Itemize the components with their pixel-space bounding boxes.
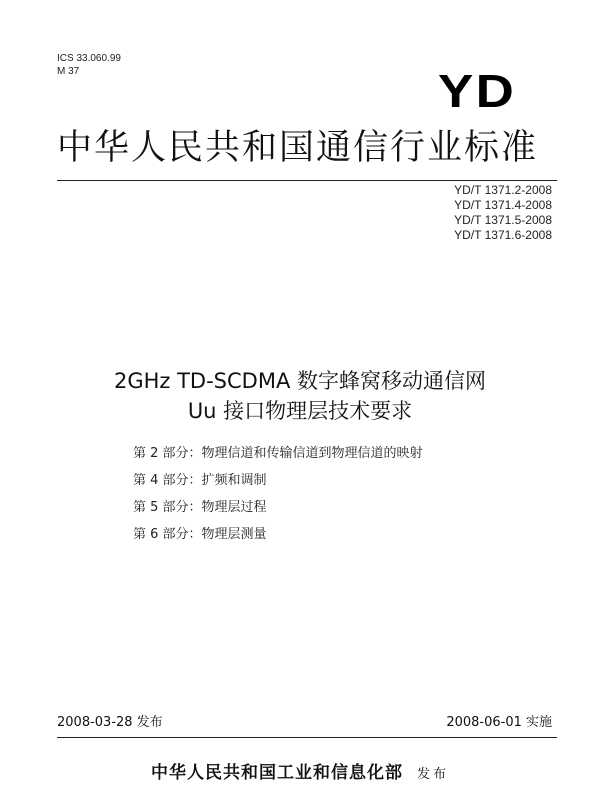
effective-date: 2008-06-01 实施	[446, 715, 552, 730]
ics-code: ICS 33.060.99	[57, 53, 121, 64]
document-title-line-2: Uu 接口物理层技术要求	[187, 399, 413, 423]
classification-codes	[57, 52, 121, 78]
ccs-code: M 37	[57, 66, 80, 77]
part-item: 第 6 部分：物理层测量	[133, 527, 267, 542]
standard-code: YD/T 1371.2-2008	[454, 183, 552, 197]
part-item: 第 5 部分：物理层过程	[133, 500, 267, 515]
standard-code: YD/T 1371.5-2008	[454, 213, 552, 227]
top-divider	[57, 180, 557, 181]
standard-code: YD/T 1371.4-2008	[454, 198, 552, 212]
issuer-verb: 发布	[416, 767, 449, 782]
document-title-line-1: 2GHz TD-SCDMA 数字蜂窝移动通信网	[113, 369, 487, 393]
publish-date: 2008-03-28 发布	[57, 715, 163, 730]
standard-codes	[454, 183, 552, 243]
issuer-organization: 中华人民共和国工业和信息化部	[150, 763, 403, 783]
standard-code: YD/T 1371.6-2008	[454, 228, 552, 242]
issuer	[0, 758, 600, 783]
standard-category-title: 中华人民共和国通信行业标准	[57, 128, 539, 168]
part-item: 第 2 部分：物理信道和传输信道到物理信道的映射	[133, 446, 423, 461]
document-title	[0, 366, 600, 426]
parts-list	[133, 440, 423, 548]
bottom-divider	[57, 737, 557, 738]
yd-logo: YD	[438, 65, 517, 117]
part-item: 第 4 部分：扩频和调制	[133, 473, 267, 488]
